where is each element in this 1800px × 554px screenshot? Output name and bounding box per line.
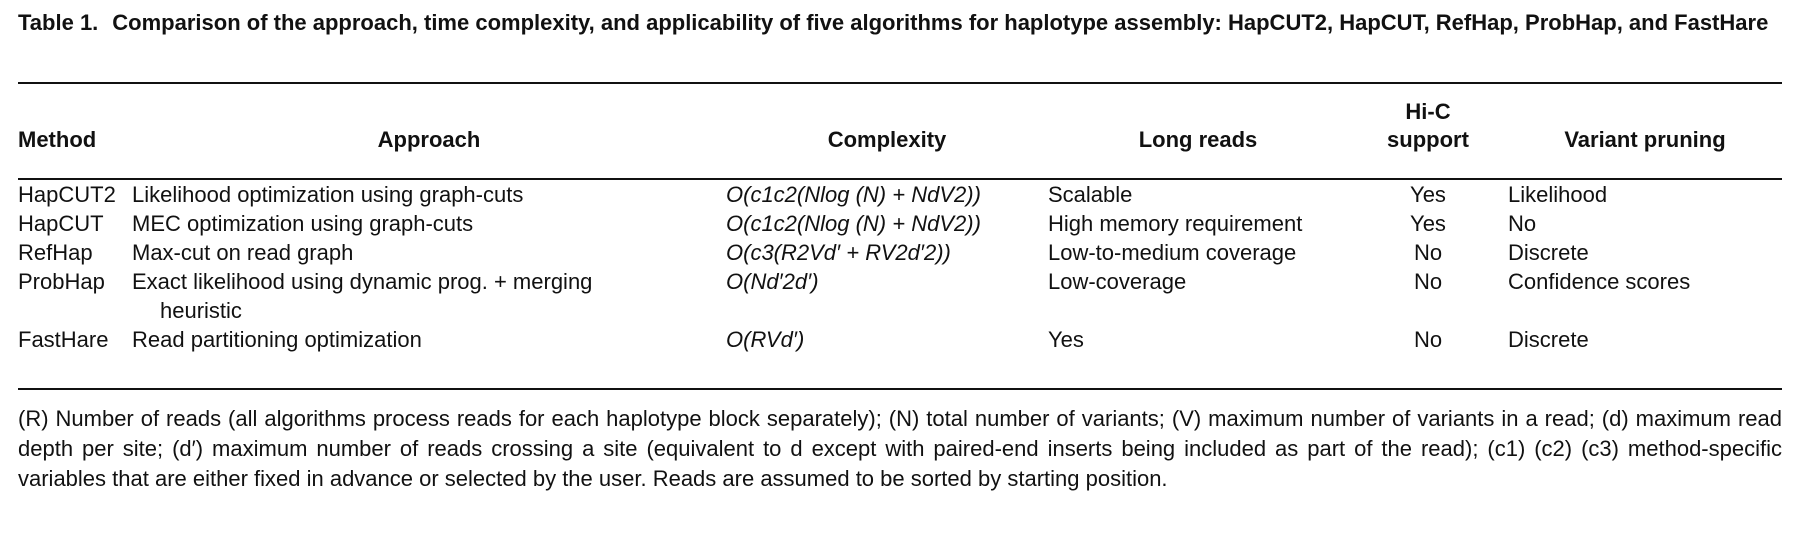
cell-method: HapCUT (18, 211, 104, 236)
cell-hic: No (1413, 269, 1443, 294)
header-hic-line2: support (1387, 127, 1469, 152)
header-approach: Approach (377, 127, 481, 152)
top-rule (18, 82, 1782, 84)
cell-complexity: O(c1c2(Nlog (N) + NdV2)) (726, 182, 981, 207)
cell-pruning: Discrete (1508, 240, 1589, 265)
cell-long-reads: High memory requirement (1048, 211, 1303, 236)
table-caption-text: Comparison of the approach, time complexity, and applicability of five algorithms for haplotype assembly: HapCUT2, HapCUT, RefHap, ProbHap, and FastHare (112, 10, 1769, 35)
cell-long-reads: Low-coverage (1048, 269, 1187, 294)
header-long-reads: Long reads (1138, 127, 1258, 152)
cell-complexity: O(c1c2(Nlog (N) + NdV2)) (726, 211, 981, 236)
header-row (18, 90, 1782, 166)
cell-approach: Max-cut on read graph (132, 240, 354, 265)
cell-long-reads: Low-to-medium coverage (1048, 240, 1297, 265)
cell-method: HapCUT2 (18, 182, 116, 207)
header-hic-line1: Hi-C (1405, 99, 1451, 124)
table-row (18, 238, 1782, 267)
table-row (18, 267, 1782, 325)
cell-complexity: O(c3(R2Vd′ + RV2d′2)) (726, 240, 951, 265)
cell-approach (132, 267, 726, 325)
cell-pruning: Confidence scores (1508, 269, 1691, 294)
table-label: Table 1. (18, 10, 99, 35)
bottom-rule (18, 388, 1782, 390)
cell-approach-line1: Exact likelihood using dynamic prog. + merging (132, 269, 593, 294)
cell-complexity: O(Nd′2d′) (726, 269, 819, 294)
cell-method: RefHap (18, 240, 93, 265)
cell-method: FastHare (18, 327, 109, 352)
cell-pruning: No (1508, 211, 1537, 236)
table-footnote: (R) Number of reads (all algorithms process reads for each haplotype block separately); (N) total number of variants; (V) maximum number of variants in a read; (d) maximum read depth per site; (d′) maximum number of reads crossing a site (equivalent to d except with paired-end inserts being included as part of the read); (c1) (c2) (c3) method-specific variables that are either fixed in advance or selected by the user. Reads are assumed to be sorted by starting position. (18, 406, 1782, 491)
table-row (18, 166, 1782, 209)
cell-pruning: Likelihood (1508, 182, 1608, 207)
header-hic-support (1348, 90, 1508, 166)
cell-method: ProbHap (18, 269, 105, 294)
cell-hic: Yes (1410, 182, 1446, 207)
cell-approach: Likelihood optimization using graph-cuts (132, 182, 524, 207)
header-method: Method (18, 127, 97, 152)
table-row (18, 209, 1782, 238)
cell-long-reads: Scalable (1048, 182, 1133, 207)
cell-hic: No (1413, 240, 1443, 265)
cell-approach-line2: heuristic (160, 298, 242, 323)
cell-complexity: O(RVd′) (726, 327, 805, 352)
cell-long-reads: Yes (1048, 327, 1084, 352)
table-row (18, 325, 1782, 354)
comparison-table (18, 90, 1782, 354)
cell-pruning: Discrete (1508, 327, 1589, 352)
header-complexity: Complexity (827, 127, 947, 152)
cell-hic: Yes (1410, 211, 1446, 236)
header-variant-pruning: Variant pruning (1564, 127, 1726, 152)
cell-approach: Read partitioning optimization (132, 327, 422, 352)
table-caption (18, 8, 1788, 37)
cell-hic: No (1413, 327, 1443, 352)
cell-approach: MEC optimization using graph-cuts (132, 211, 474, 236)
